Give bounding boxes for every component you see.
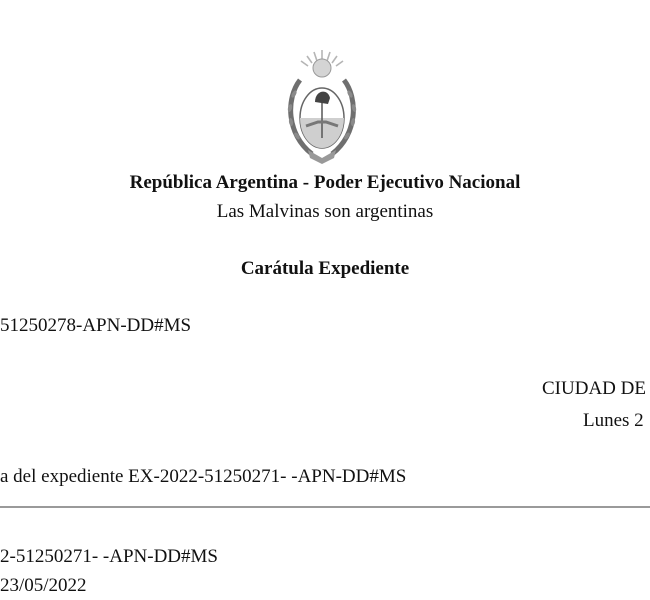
expediente-reference: a del expediente EX-2022-51250271- -APN-DD#MS — [0, 466, 407, 487]
expediente-number: 2-51250271- -APN-DD#MS — [0, 546, 218, 567]
government-title: República Argentina - Poder Ejecutivo Nacional — [129, 172, 521, 193]
argentina-coat-of-arms-icon — [282, 46, 362, 168]
date-label: Lunes 2 — [583, 410, 644, 431]
document-heading: Carátula Expediente — [240, 258, 410, 279]
motto: Las Malvinas son argentinas — [216, 201, 434, 222]
document-number: 51250278-APN-DD#MS — [0, 315, 192, 336]
place-label: CIUDAD DE — [542, 378, 646, 399]
expediente-date: 23/05/2022 — [0, 575, 87, 596]
divider — [0, 506, 650, 508]
